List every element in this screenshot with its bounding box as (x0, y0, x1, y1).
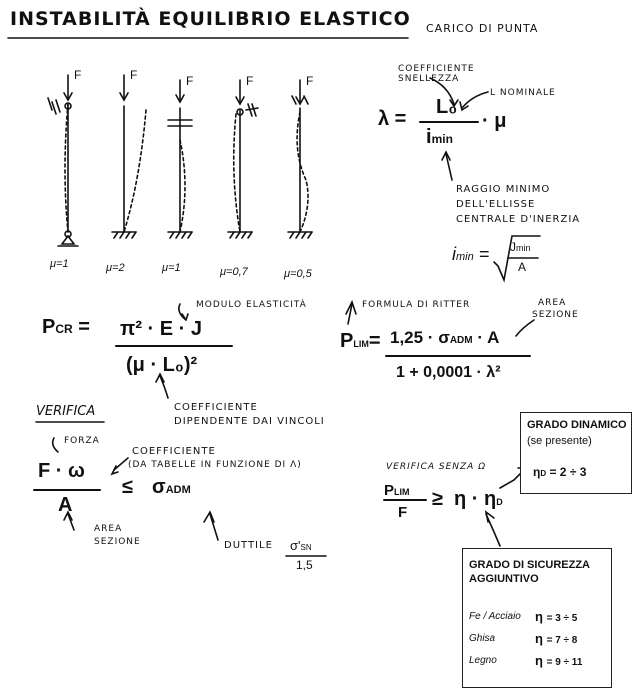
material-value: η = 7 ÷ 8 (535, 631, 578, 646)
verifica-sigma: σADM (152, 476, 191, 498)
page-subtitle: CARICO DI PUNTA (426, 22, 539, 35)
box-grado-sicurezza (462, 548, 612, 688)
ductile-denominator: 1,5 (296, 558, 313, 572)
annotation-ritter: FORMULA DI RITTER (362, 300, 471, 310)
annotation-omega-1: COEFFICIENTE (132, 446, 216, 457)
slenderness-denominator: imin (426, 126, 453, 148)
mu-label: μ=1 (162, 262, 181, 274)
slenderness-mu: · μ (482, 110, 507, 132)
column-1 (48, 75, 78, 246)
verifica-denominator: A (58, 494, 73, 516)
imin-lhs: imin = (452, 244, 490, 264)
verifica-omega-geq: ≥ (432, 488, 443, 510)
box-dinamico-formula: ηD = 2 ÷ 3 (533, 465, 587, 479)
ritter-numerator: 1,25 · σADM · A (390, 328, 500, 347)
material-value: η = 9 ÷ 11 (535, 653, 583, 668)
force-label: F (306, 74, 314, 88)
box-sicurezza-title-1: GRADO DI SICUREZZA (469, 559, 590, 571)
material-label: Fe / Acciaio (469, 611, 521, 622)
annotation-coeff-1: COEFFICIENTE (174, 402, 258, 413)
annotation-modulus: MODULO ELASTICITÀ (196, 300, 307, 310)
box-grado-dinamico (520, 412, 632, 494)
verifica-omega-heading: VERIFICA SENZA Ω (386, 462, 487, 472)
imin-denominator: A (518, 260, 527, 274)
ritter-lhs: PLIM= (340, 330, 381, 352)
annotation-radius-1: RAGGIO MINIMO (456, 184, 551, 195)
annotation-radius-2: DELL'ELLISSE (456, 199, 536, 210)
mu-label: μ=0,5 (284, 268, 312, 280)
annotation-area-verifica-1: AREA (94, 524, 123, 534)
slenderness-lhs: λ = (378, 108, 407, 130)
euler-numerator: π² · E · J (120, 318, 202, 340)
column-4 (228, 80, 258, 238)
box-dinamico-subtitle: (se presente) (527, 435, 592, 447)
annotation-area-2: SEZIONE (532, 310, 579, 320)
mu-label: μ=0,7 (220, 266, 248, 278)
mu-label: μ=2 (106, 262, 125, 274)
verifica-heading: VERIFICA (36, 404, 96, 419)
annotation-slenderness: COEFFICIENTE SNELLEZZA (398, 64, 475, 84)
force-label: F (74, 68, 82, 82)
material-label: Ghisa (469, 633, 496, 644)
column-2 (112, 75, 146, 238)
verifica-leq: ≤ (122, 476, 133, 498)
box-dinamico-title: GRADO DINAMICO (527, 419, 627, 431)
page-title: INSTABILITÀ EQUILIBRIO ELASTICO (10, 8, 411, 30)
material-value: η = 3 ÷ 5 (535, 609, 578, 624)
annotation-radius-3: CENTRALE D'INERZIA (456, 214, 581, 225)
force-label: F (186, 74, 194, 88)
ductile-label: DUTTILE (224, 540, 273, 551)
column-5 (288, 80, 312, 238)
verifica-omega-lhs-den: F (398, 504, 408, 521)
ductile-numerator: σ'SN (290, 538, 312, 553)
column-3 (168, 80, 192, 238)
force-label: F (246, 74, 254, 88)
verifica-numerator: F · ω (38, 460, 85, 482)
slenderness-numerator: L₀ (436, 96, 458, 118)
annotation-omega-2: (DA TABELLE IN FUNZIONE DI Λ) (128, 460, 302, 470)
euler-lhs: PCR = (42, 316, 90, 338)
mu-label: μ=1 (50, 258, 69, 270)
verifica-omega-lhs-num: PLIM (384, 482, 410, 499)
annotation-force: FORZA (64, 436, 100, 446)
annotation-coeff-2: DIPENDENTE DAI VINCOLI (174, 416, 325, 427)
ritter-denominator: 1 + 0,0001 · λ² (396, 364, 501, 381)
euler-denominator: (μ · L₀)² (126, 354, 198, 376)
verifica-omega-rhs: η · ηD (454, 488, 503, 510)
force-label: F (130, 68, 138, 82)
annotation-nominal-length: L NOMINALE (490, 88, 556, 98)
material-label: Legno (469, 655, 497, 666)
annotation-area-verifica-2: SEZIONE (94, 537, 141, 547)
imin-numerator: Jmin (510, 240, 531, 254)
box-sicurezza-title-2: AGGIUNTIVO (469, 573, 539, 585)
annotation-area-1: AREA (538, 298, 567, 308)
